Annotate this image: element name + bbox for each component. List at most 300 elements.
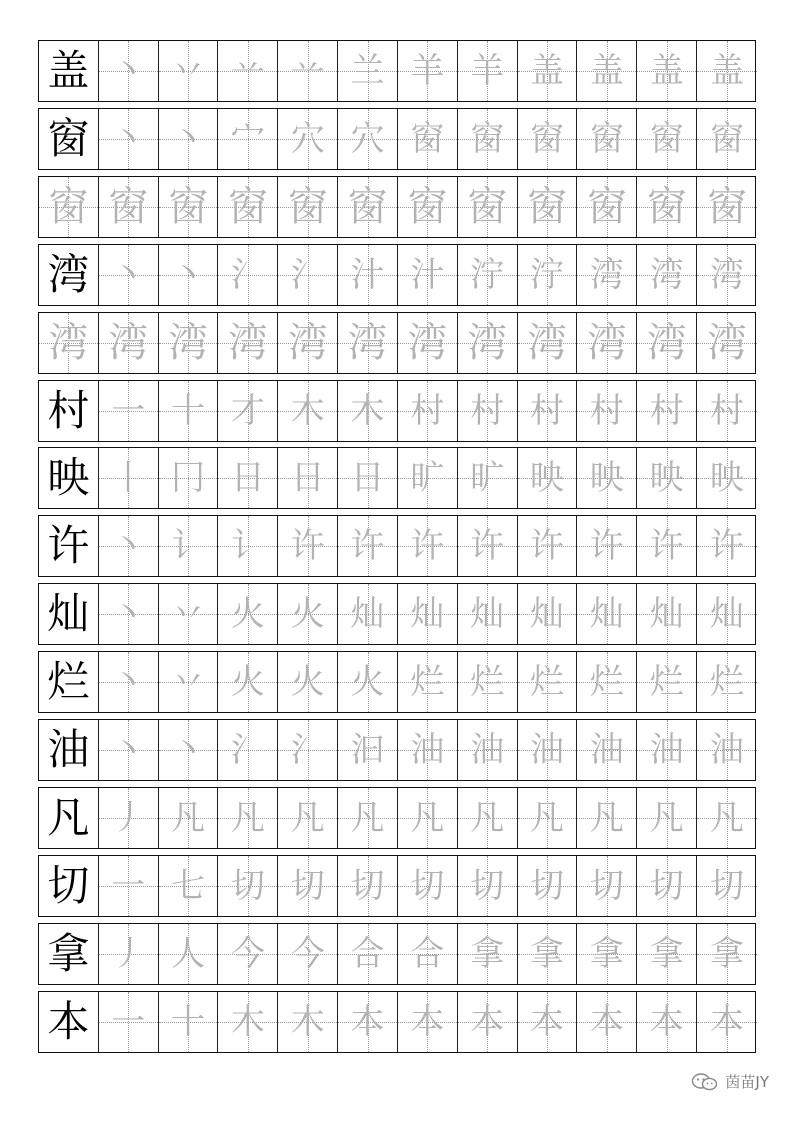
trace-cell-glyph: 湾 [646,319,687,366]
stroke-step-cell [278,109,338,169]
stroke-step-cell-glyph: 火 [290,594,325,635]
stroke-step-cell [218,516,278,576]
stroke-step-cell [697,652,757,712]
trace-cell-glyph: 湾 [48,319,89,366]
stroke-step-cell [99,41,159,101]
stroke-step-cell [637,720,697,780]
stroke-step-cell-glyph: 窗 [649,118,684,159]
trace-cell-glyph: 湾 [168,319,209,366]
stroke-step-cell-glyph: 烂 [410,662,445,703]
stroke-step-cell [577,109,637,169]
stroke-step-cell [218,245,278,305]
stroke-step-cell-glyph: 窗 [470,118,505,159]
head-character-glyph: 油 [47,725,90,774]
stroke-step-cell-glyph: 凡 [589,797,624,838]
stroke-step-cell-glyph: 窗 [710,118,745,159]
stroke-step-cell [398,109,458,169]
stroke-step-cell-glyph: 本 [410,1001,445,1042]
stroke-step-cell [159,720,219,780]
stroke-step-cell-glyph: 本 [589,1001,624,1042]
stroke-step-cell [458,652,518,712]
head-character-glyph: 湾 [47,249,90,299]
stroke-step-cell-glyph: 日 [230,458,265,499]
trace-cell-glyph: 湾 [467,319,508,366]
stroke-step-cell-glyph: 许 [710,526,745,567]
stroke-step-cell-glyph: 木 [290,390,325,431]
head-character [39,516,99,576]
stroke-step-cell [398,720,458,780]
trace-cell-glyph: 窗 [646,183,687,230]
stroke-step-cell [458,924,518,984]
stroke-step-cell [518,924,578,984]
stroke-step-cell [637,381,697,441]
trace-cell-glyph: 湾 [227,319,268,366]
stroke-step-cell-glyph: 切 [410,865,445,906]
stroke-step-cell-glyph: 䒑 [230,51,265,91]
stroke-step-cell [338,788,398,848]
stroke-step-cell-glyph: 丨 [111,458,146,499]
stroke-step-cell [99,448,159,508]
stroke-step-cell-glyph: 羊 [470,51,505,91]
stroke-step-cell [637,245,697,305]
head-character [39,856,99,916]
stroke-step-cell-glyph: 穴 [350,118,385,159]
stroke-step-cell-glyph: 羊 [410,51,445,91]
trace-cell [697,313,757,373]
stroke-step-cell [637,516,697,576]
stroke-step-cell [159,992,219,1052]
stroke-step-cell [518,584,578,644]
practice-row [38,651,756,713]
trace-cell [458,177,518,237]
stroke-step-cell [458,448,518,508]
stroke-step-cell [697,381,757,441]
stroke-step-cell [697,924,757,984]
stroke-step-cell [338,720,398,780]
stroke-step-cell-glyph: 拿 [589,933,624,974]
head-character-glyph: 凡 [47,792,90,842]
stroke-step-cell-glyph: 许 [350,526,385,567]
stroke-step-cell [577,924,637,984]
trace-cell [338,313,398,373]
stroke-step-cell-glyph: 凡 [470,797,505,838]
stroke-step-cell-glyph: 许 [410,526,445,567]
stroke-step-cell [218,856,278,916]
stroke-step-cell-glyph: 灿 [710,594,745,635]
stroke-step-cell [398,381,458,441]
stroke-step-cell [518,109,578,169]
stroke-step-cell-glyph: 切 [530,865,565,906]
stroke-step-cell [637,856,697,916]
practice-row [38,108,756,170]
stroke-step-cell-glyph: 丶 [171,118,206,159]
trace-cell-glyph: 窗 [527,183,568,230]
stroke-step-cell [99,584,159,644]
stroke-step-cell-glyph: 盖 [589,51,624,91]
stroke-step-cell-glyph: 丶 [111,526,146,567]
stroke-step-cell-glyph: 拿 [710,933,745,974]
trace-cell [278,177,338,237]
stroke-step-cell [159,448,219,508]
head-character-glyph: 灿 [47,589,90,639]
stroke-step-cell [518,448,578,508]
stroke-step-cell [278,584,338,644]
stroke-step-cell [159,788,219,848]
stroke-step-cell [458,381,518,441]
stroke-step-cell-glyph: 凡 [710,797,745,838]
stroke-step-cell-glyph: 切 [350,865,385,906]
stroke-step-cell [338,992,398,1052]
stroke-step-cell-glyph: 凡 [230,797,265,838]
stroke-step-cell [577,652,637,712]
stroke-step-cell-glyph: 䒑 [290,51,325,91]
stroke-step-cell [458,720,518,780]
trace-cell-glyph: 窗 [707,183,748,230]
stroke-step-cell [338,245,398,305]
stroke-step-cell [398,652,458,712]
stroke-step-cell-glyph: 村 [710,390,745,431]
stroke-step-cell [637,448,697,508]
stroke-step-cell-glyph: 窗 [410,118,445,159]
trace-cell [577,313,637,373]
stroke-step-cell [338,652,398,712]
trace-cell [39,177,99,237]
stroke-step-cell [338,516,398,576]
stroke-step-cell [99,109,159,169]
stroke-step-cell [577,992,637,1052]
stroke-step-cell [458,109,518,169]
stroke-step-cell-glyph: 丶 [111,662,146,703]
stroke-step-cell [159,109,219,169]
stroke-step-cell [278,381,338,441]
stroke-step-cell-glyph: 今 [230,933,265,974]
stroke-step-cell [637,992,697,1052]
stroke-step-cell [159,41,219,101]
stroke-step-cell-glyph: 灿 [530,594,565,635]
stroke-step-cell [159,924,219,984]
stroke-step-cell [518,41,578,101]
practice-row [38,855,756,917]
stroke-step-cell-glyph: 一 [111,1001,146,1042]
head-character-glyph: 窗 [47,113,90,163]
practice-row [38,719,756,781]
stroke-step-cell-glyph: 丶 [111,594,146,635]
stroke-step-cell [218,448,278,508]
stroke-step-cell-glyph: 灿 [649,594,684,635]
stroke-step-cell-glyph: 拿 [470,933,505,974]
stroke-step-cell-glyph: 凡 [350,797,385,838]
stroke-step-cell-glyph: 丿 [111,797,146,838]
stroke-step-cell-glyph: 木 [230,1001,265,1042]
stroke-step-cell-glyph: 拿 [530,933,565,974]
practice-row [38,515,756,577]
stroke-step-cell-glyph: 汁 [410,254,445,295]
stroke-step-cell [577,381,637,441]
stroke-step-cell [159,584,219,644]
stroke-step-cell-glyph: 油 [410,730,445,770]
stroke-step-cell [458,856,518,916]
trace-cell [278,313,338,373]
stroke-step-cell [637,41,697,101]
head-character [39,448,99,508]
stroke-step-cell [458,41,518,101]
practice-row [38,447,756,509]
stroke-step-cell [398,448,458,508]
trace-cell [637,313,697,373]
stroke-step-cell [338,41,398,101]
watermark-text: 茵苗JY [725,1073,769,1091]
stroke-step-cell [338,856,398,916]
stroke-step-cell-glyph: 映 [589,458,624,499]
stroke-step-cell [338,381,398,441]
stroke-step-cell-glyph: 汁 [350,254,385,295]
stroke-step-cell-glyph: 讠 [171,526,206,567]
stroke-step-cell-glyph: 穴 [290,118,325,159]
trace-cell-glyph: 湾 [407,319,448,366]
stroke-step-cell-glyph: 盖 [530,51,565,91]
stroke-step-cell-glyph: 映 [710,458,745,499]
stroke-step-cell-glyph: 油 [530,730,565,770]
practice-row [38,40,756,102]
stroke-step-cell [99,516,159,576]
stroke-step-cell [159,381,219,441]
stroke-step-cell [159,652,219,712]
stroke-step-cell-glyph: 合 [410,933,445,974]
stroke-step-cell-glyph: 氵 [230,730,265,770]
stroke-step-cell-glyph: 本 [350,1001,385,1042]
stroke-step-cell-glyph: 烂 [710,662,745,703]
stroke-step-cell-glyph: 凡 [530,797,565,838]
practice-row [38,312,756,374]
stroke-step-cell [218,109,278,169]
stroke-step-cell-glyph: 烂 [530,662,565,703]
trace-cell [159,177,219,237]
stroke-step-cell-glyph: 丶 [111,254,146,295]
stroke-step-cell-glyph: 氵 [230,254,265,295]
trace-cell-glyph: 湾 [527,319,568,366]
stroke-step-cell-glyph: 烂 [470,662,505,703]
stroke-step-cell-glyph: 一 [111,865,146,906]
stroke-step-cell [278,992,338,1052]
stroke-step-cell-glyph: 泞 [470,254,505,295]
stroke-step-cell-glyph: 切 [290,865,325,906]
head-character [39,381,99,441]
stroke-step-cell-glyph: 村 [470,390,505,431]
stroke-step-cell-glyph: 湾 [710,254,745,295]
stroke-step-cell [338,448,398,508]
stroke-step-cell [518,652,578,712]
stroke-step-cell [218,720,278,780]
trace-cell [458,313,518,373]
stroke-step-cell-glyph: 油 [589,730,624,770]
stroke-step-cell [697,245,757,305]
stroke-step-cell-glyph: 切 [230,865,265,906]
practice-row [38,787,756,849]
stroke-step-cell-glyph: 许 [589,526,624,567]
stroke-step-cell-glyph: 窗 [530,118,565,159]
trace-cell [99,177,159,237]
trace-cell-glyph: 窗 [586,183,627,230]
head-character [39,245,99,305]
stroke-step-cell-glyph: 映 [530,458,565,499]
stroke-step-cell-glyph: 木 [350,390,385,431]
stroke-step-cell-glyph: 凡 [410,797,445,838]
stroke-step-cell [577,788,637,848]
trace-cell-glyph: 湾 [108,319,149,366]
stroke-step-cell [159,856,219,916]
head-character-glyph: 本 [47,996,90,1046]
stroke-step-cell [518,381,578,441]
trace-cell-glyph: 湾 [586,319,627,366]
stroke-step-cell-glyph: 汩 [350,730,385,770]
stroke-step-cell-glyph: 氵 [290,254,325,295]
stroke-step-cell [398,856,458,916]
stroke-step-cell [99,856,159,916]
stroke-step-cell [278,856,338,916]
stroke-step-cell [518,245,578,305]
trace-cell [577,177,637,237]
stroke-step-cell-glyph: 火 [350,662,385,703]
head-character-glyph: 村 [47,385,90,435]
stroke-step-cell [338,109,398,169]
trace-cell-glyph: 湾 [287,319,328,366]
stroke-step-cell-glyph: 旷 [410,458,445,499]
practice-row [38,380,756,442]
stroke-step-cell [218,381,278,441]
trace-cell-glyph: 窗 [108,183,149,230]
stroke-step-cell-glyph: 许 [530,526,565,567]
trace-cell-glyph: 窗 [467,183,508,230]
stroke-step-cell-glyph: 兰 [350,51,385,91]
stroke-step-cell [338,584,398,644]
stroke-step-cell [278,652,338,712]
stroke-step-cell-glyph: 村 [649,390,684,431]
stroke-step-cell-glyph: 村 [410,390,445,431]
stroke-step-cell-glyph: 许 [290,526,325,567]
practice-row [38,923,756,985]
practice-row [38,176,756,238]
stroke-step-cell-glyph: 人 [171,933,206,974]
stroke-step-cell-glyph: 本 [710,1001,745,1042]
trace-cell [637,177,697,237]
stroke-step-cell-glyph: 才 [230,390,265,431]
trace-cell-glyph: 窗 [227,183,268,230]
stroke-step-cell [398,245,458,305]
stroke-step-cell [518,788,578,848]
stroke-step-cell-glyph: 丿 [111,933,146,974]
stroke-step-cell-glyph: 灿 [410,594,445,635]
stroke-step-cell-glyph: 丷 [171,51,206,91]
stroke-step-cell [398,924,458,984]
head-character-glyph: 许 [47,521,90,571]
stroke-step-cell [697,109,757,169]
trace-cell [218,313,278,373]
stroke-step-cell-glyph: 十 [171,390,206,431]
stroke-step-cell-glyph: 本 [470,1001,505,1042]
stroke-step-cell [637,924,697,984]
stroke-step-cell-glyph: 今 [290,933,325,974]
stroke-step-cell-glyph: 日 [350,458,385,499]
stroke-step-cell [398,516,458,576]
practice-row [38,991,756,1053]
trace-cell [697,177,757,237]
trace-cell [338,177,398,237]
stroke-step-cell-glyph: 丶 [111,118,146,159]
trace-cell-glyph: 湾 [347,319,388,366]
stroke-step-cell [218,41,278,101]
stroke-step-cell [697,788,757,848]
stroke-step-cell-glyph: 切 [649,865,684,906]
stroke-step-cell [518,992,578,1052]
stroke-step-cell [697,584,757,644]
stroke-step-cell [99,992,159,1052]
stroke-step-cell [278,516,338,576]
stroke-step-cell-glyph: 湾 [649,254,684,295]
stroke-step-cell-glyph: 切 [470,865,505,906]
stroke-step-cell-glyph: 湾 [589,254,624,295]
practice-row [38,244,756,306]
stroke-step-cell-glyph: 盖 [649,51,684,91]
stroke-step-cell [99,720,159,780]
stroke-step-cell [458,584,518,644]
stroke-step-cell-glyph: 丷 [171,594,206,635]
stroke-step-cell [218,924,278,984]
stroke-step-cell-glyph: 一 [111,390,146,431]
stroke-step-cell [338,924,398,984]
stroke-step-cell-glyph: 本 [649,1001,684,1042]
stroke-step-cell [99,652,159,712]
stroke-step-cell-glyph: 盖 [710,51,745,91]
stroke-step-cell-glyph: 切 [710,865,745,906]
stroke-step-cell [518,720,578,780]
head-character [39,652,99,712]
stroke-step-cell-glyph: 烂 [649,662,684,703]
stroke-step-cell-glyph: 丶 [171,254,206,295]
stroke-step-cell-glyph: 凡 [171,797,206,838]
trace-cell [159,313,219,373]
stroke-step-cell [697,720,757,780]
stroke-step-cell-glyph: 拿 [649,933,684,974]
trace-cell-glyph: 窗 [407,183,448,230]
wechat-icon [691,1072,719,1092]
stroke-step-cell-glyph: 烂 [589,662,624,703]
trace-cell-glyph: 窗 [168,183,209,230]
stroke-step-cell-glyph: 火 [230,594,265,635]
stroke-step-cell [278,720,338,780]
stroke-step-cell [218,788,278,848]
head-character-glyph: 盖 [47,46,90,95]
stroke-step-cell-glyph: 丶 [171,730,206,770]
stroke-step-cell [99,245,159,305]
stroke-step-cell [159,245,219,305]
stroke-step-cell [218,584,278,644]
head-character-glyph: 切 [47,860,90,910]
stroke-step-cell [398,992,458,1052]
stroke-step-cell [398,584,458,644]
stroke-step-cell [99,924,159,984]
head-character-glyph: 拿 [47,928,90,978]
stroke-step-cell-glyph: 灿 [589,594,624,635]
stroke-step-cell [518,516,578,576]
stroke-step-cell-glyph: 火 [290,662,325,703]
stroke-step-cell [697,448,757,508]
stroke-step-cell-glyph: 冂 [171,458,206,499]
stroke-step-cell-glyph: 映 [649,458,684,499]
stroke-step-cell [577,856,637,916]
stroke-step-cell-glyph: 丷 [171,662,206,703]
stroke-step-cell-glyph: 十 [171,1001,206,1042]
stroke-step-cell [278,41,338,101]
